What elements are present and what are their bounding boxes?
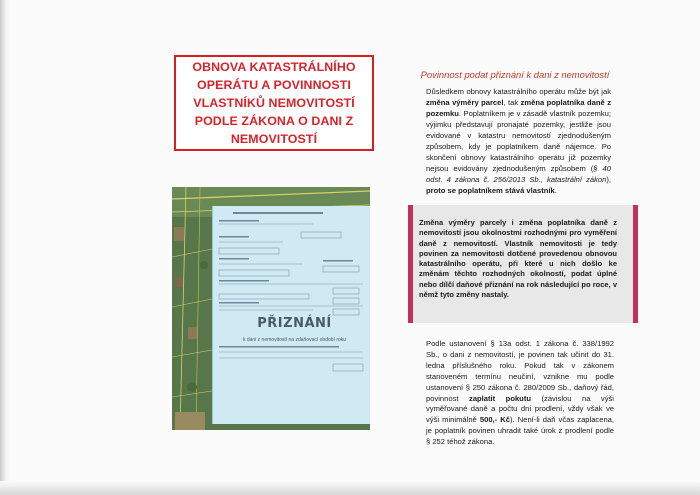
highlight-text: Změna výměry parcely i změna poplatníka daně z nemovitostí jsou okolnostmi rozhodnými pro vyměření daně z nemovitostí. Vlastník nemovitosti je tedy povinen za nemovitosti dotčené provedenou obnovou katastrálního operátu, při které u nich došlo ke změnám těchto rozhodných okolností, podat úplné nebo dílčí daňové přiznání na rok následující po roce, v němž tyto změny nastaly. [419,218,617,300]
text-run: (závislou na výši vyměřované daně a počtu dní prodlení, vždy však ve výši minimálně [426,393,614,425]
tax-return-form [212,206,370,424]
text-run: Podle ustanovení § 13a odst. 1 zákona č. 338/1992 Sb., o dani z nemovitostí, je povinen tak učinit do 31. ledna příslušného roku. Pokud tak v zákonem stanoveném termínu neučiní, vznikne mu podle ustanovení § 250 zákona č. 280/2009 Sb., daňový řád, povinnost [426,339,614,403]
paragraph-1 [426,86,611,196]
bold-run: změna výměry parcel [426,98,504,107]
page-bottom-shadow [0,481,700,495]
section-heading: Povinnost podat přiznání k dani z nemovitostí [420,69,610,80]
text-run: . [554,186,557,195]
text-run: ), [606,175,611,184]
form-fields-graphic [213,206,370,424]
bold-run: zaplatit pokutu [469,393,531,403]
page-edge-shadow [0,0,10,495]
text-run: Důsledkem obnovy katastrálního operátu může být jak [426,87,611,96]
tax-form-photo [172,187,370,430]
text-run: , tak [503,98,521,107]
form-subtitle: k dani z nemovitostí na zdaňovací období roku [242,337,347,343]
bold-run: změna poplatníka daně z pozemku [426,98,611,118]
paragraph-2 [426,339,614,448]
document-title: OBNOVA KATASTRÁLNÍHO OPERÁTU A POVINNOSTI VLASTNÍKŮ NEMOVITOSTÍ PODLE ZÁKONA O DANI Z NEMOVITOSTÍ [192,60,356,146]
bold-run: 500,- Kč [479,415,511,425]
text-run: . Poplatníkem je v zásadě vlastník pozemku; výjimku představují pronajaté pozemky, jestliže jsou evidované v katastru nemovitostí zjednodušeným způsobem, kdy je poplatníkem daně nájemce. Po skončení obnovy katastrálního operátu již pozemky nejsou evidovány zjednodušeným způsobem ( [426,109,611,173]
italic-run: § 40 odst. 4 zákona č. 256/2013 Sb., katastrální zákon [426,164,611,184]
form-title: PŘIZNÁNÍ [257,316,332,331]
bold-run: proto se poplatníkem stává vlastník [426,186,555,195]
title-box [174,55,374,151]
text-run: ). Není-li daň včas zaplacena, je poplatník povinen uhradit také úrok z prodlení podle § 252 téhož zákona. [426,415,614,447]
